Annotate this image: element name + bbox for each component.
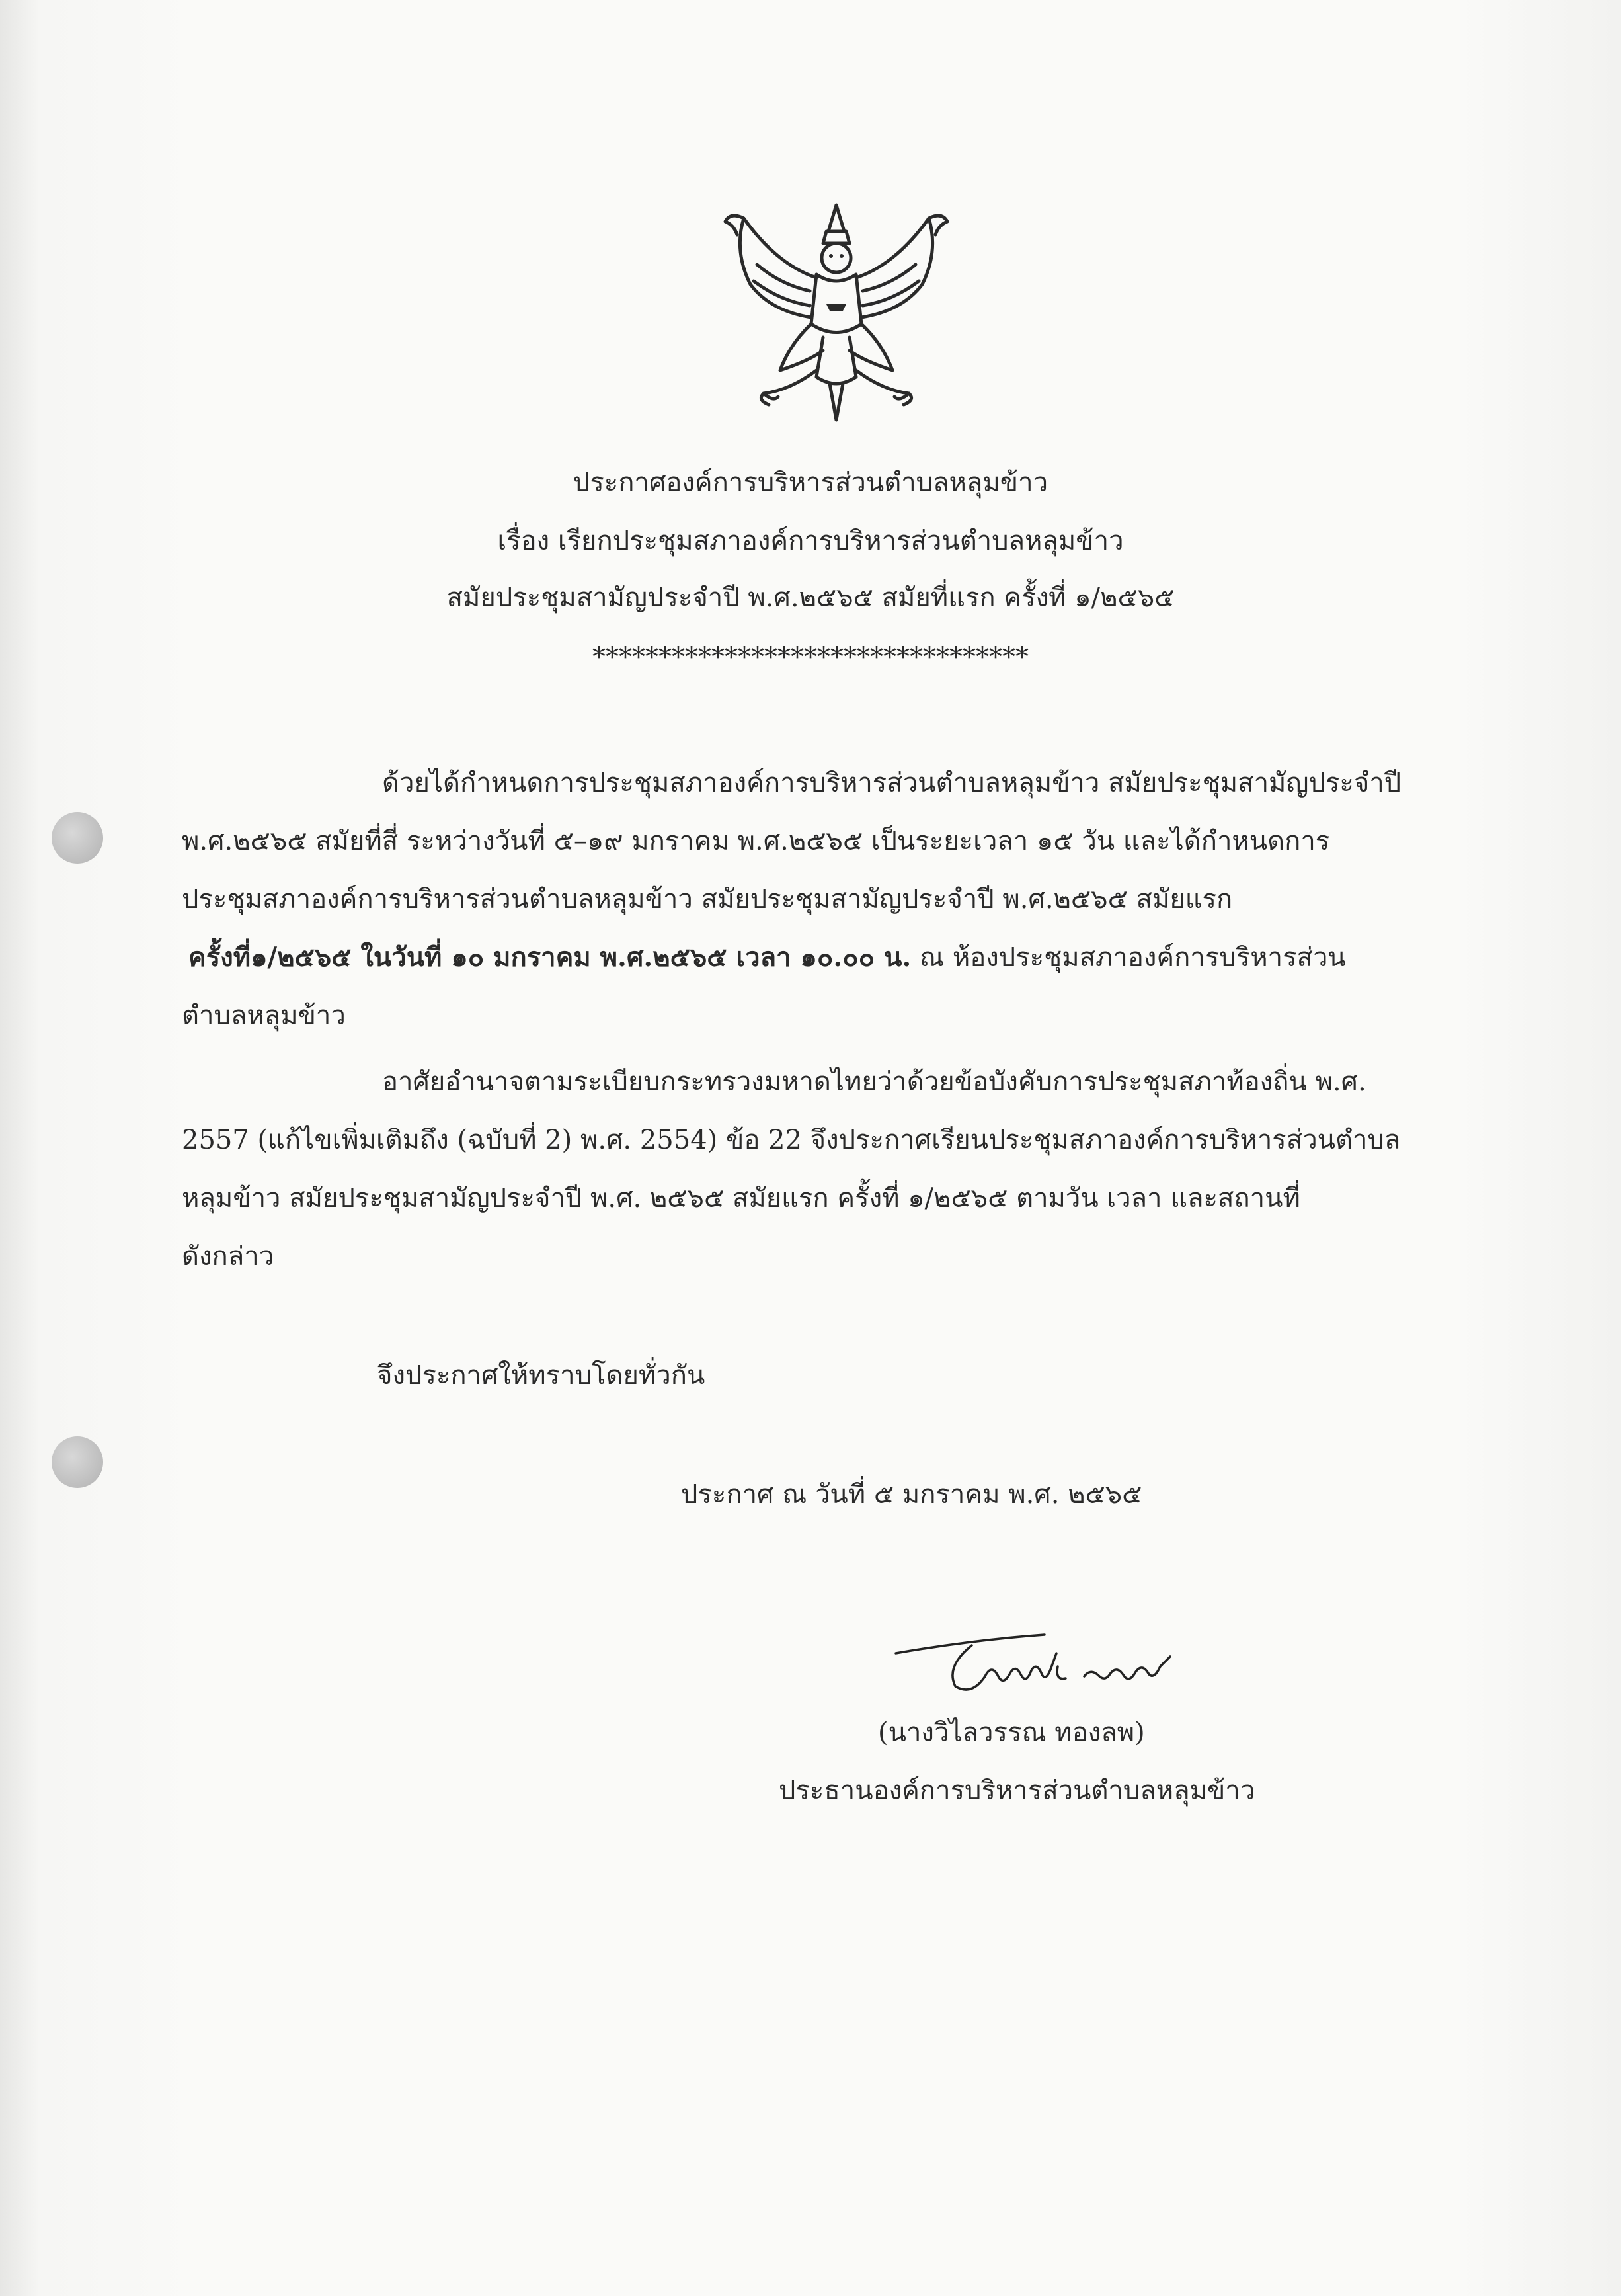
para2-line2: 2557 (แก้ไขเพิ่มเติมถึง (ฉบับที่ 2) พ.ศ. 2554) ข้อ 22 จึงประกาศเรียนประชุมสภาองค์การบริหารส่วนตำบล	[182, 1125, 1401, 1155]
header-title: ประกาศองค์การบริหารส่วนตำบลหลุมข้าว	[573, 468, 1048, 498]
garuda-emblem-icon	[717, 192, 955, 430]
handwritten-signature	[892, 1614, 1210, 1713]
para1-line2: พ.ศ.๒๕๖๕ สมัยที่สี่ ระหว่างวันที่ ๕–๑๙ มกราคม พ.ศ.๒๕๖๕ เป็นระยะเวลา ๑๕ วัน และได้กำหนดการ	[182, 826, 1330, 856]
header-session: สมัยประชุมสามัญประจำปี พ.ศ.๒๕๖๕ สมัยที่แรก ครั้งที่ ๑/๒๕๖๕	[446, 583, 1175, 613]
para1-line5: ตำบลหลุมข้าว	[182, 1001, 346, 1031]
header-separator: *********************************	[592, 642, 1029, 673]
punch-hole-bottom	[52, 1436, 103, 1488]
para1-location: ณ ห้องประชุมสภาองค์การบริหารส่วน	[911, 942, 1346, 973]
para1-line4	[188, 942, 1346, 973]
para2-line4: ดังกล่าว	[182, 1241, 274, 1272]
announcement: จึงประกาศให้ทราบโดยทั่วกัน	[377, 1360, 705, 1391]
para2-line3: หลุมข้าว สมัยประชุมสามัญประจำปี พ.ศ. ๒๕๖๕ สมัยแรก ครั้งที่ ๑/๒๕๖๕ ตามวัน เวลา และสถานที่	[182, 1183, 1300, 1213]
announcement-date: ประกาศ ณ วันที่ ๕ มกราคม พ.ศ. ๒๕๖๕	[681, 1479, 1142, 1510]
para1-line3: ประชุมสภาองค์การบริหารส่วนตำบลหลุมข้าว สมัยประชุมสามัญประจำปี พ.ศ.๒๕๖๕ สมัยแรก	[182, 884, 1233, 915]
header-subject: เรื่อง เรียกประชุมสภาองค์การบริหารส่วนตำบลหลุมข้าว	[497, 526, 1124, 556]
para1-line1: ด้วยได้กำหนดการประชุมสภาองค์การบริหารส่วนตำบลหลุมข้าว สมัยประชุมสามัญประจำปี	[382, 768, 1402, 798]
para2-line1: อาศัยอำนาจตามระเบียบกระทรวงมหาดไทยว่าด้วยข้อบังคับการประชุมสภาท้องถิ่น พ.ศ.	[382, 1067, 1366, 1097]
punch-hole-top	[52, 812, 103, 864]
para1-date-bold: ครั้งที่๑/๒๕๖๕ ในวันที่ ๑๐ มกราคม พ.ศ.๒๕๖๕ เวลา ๑๐.๐๐ น.	[188, 942, 912, 973]
signer-position: ประธานองค์การบริหารส่วนตำบลหลุมข้าว	[779, 1776, 1255, 1806]
signer-name: (นางวิไลวรรณ ทองลพ)	[878, 1717, 1145, 1748]
